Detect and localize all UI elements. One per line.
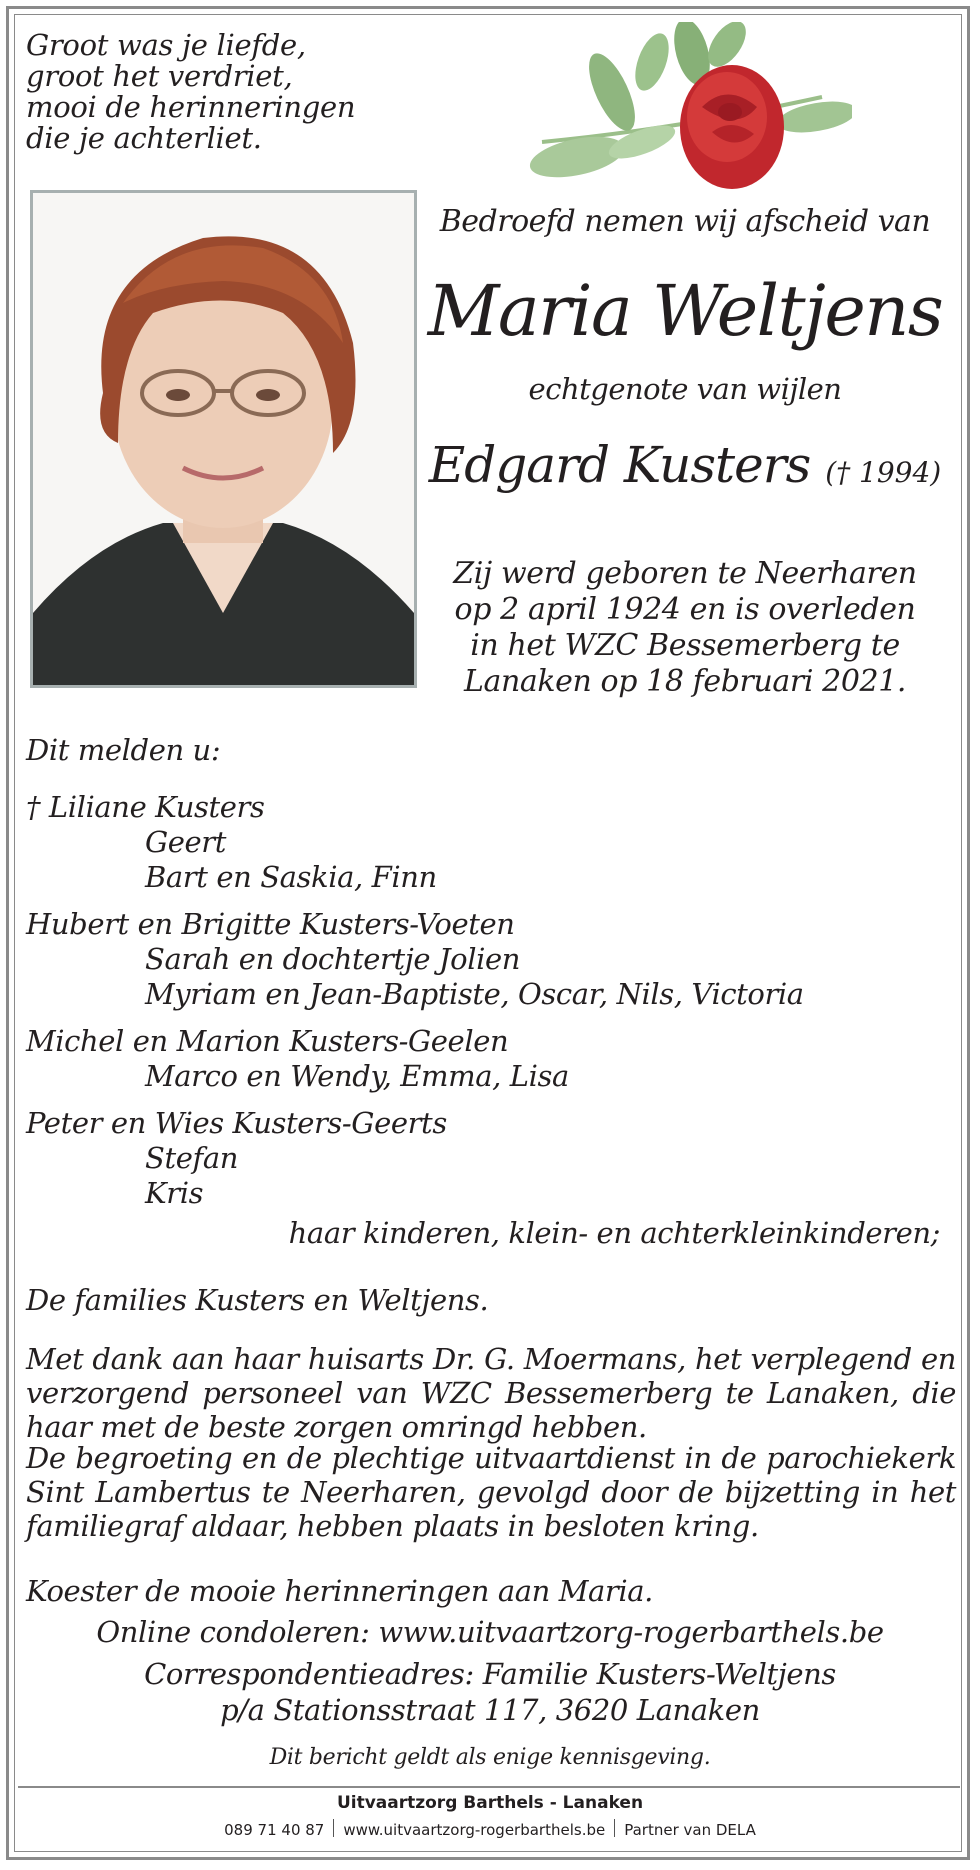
thanks-paragraph: Met dank aan haar huisarts Dr. G. Moermans, het verplegend en verzorgend personeel van WZC Bessemerberg te Lanaken, die haar met de beste zorgen omringd hebben. xyxy=(26,1342,956,1444)
intro-text: Bedroefd nemen wij afscheid van xyxy=(439,204,931,239)
deceased-name: Maria Weltjens xyxy=(427,270,943,352)
family-member: Kris xyxy=(145,1176,204,1210)
family-member: Myriam en Jean-Baptiste, Oscar, Nils, Victoria xyxy=(145,977,804,1011)
footer-contact xyxy=(20,1819,960,1839)
poem-line: Groot was je liefde, xyxy=(26,28,306,62)
portrait-photo xyxy=(30,190,417,688)
spouse-death-year: († 1994) xyxy=(825,456,942,489)
family-head: † Liliane Kusters xyxy=(26,790,265,824)
footer-phone: 089 71 40 87 xyxy=(224,1821,325,1839)
family-group xyxy=(26,1106,956,1211)
ceremony-paragraph: De begroeting en de plechtige uitvaartdienst in de parochiekerk Sint Lambertus te Neerharen, gevolgd door de bijzetting in het familiegraf aldaar, hebben plaats in besloten kring. xyxy=(26,1441,956,1543)
biography xyxy=(420,556,950,700)
spouse-intro: echtgenote van wijlen xyxy=(528,372,842,406)
poem-line: mooi de herinneringen xyxy=(26,90,356,124)
footer-title: Uitvaartzorg Barthels - Lanaken xyxy=(336,1793,644,1813)
footer-separator xyxy=(614,1819,615,1837)
notice-text: Dit bericht geldt als enige kennisgeving. xyxy=(269,1745,711,1770)
correspondence-line-1: Correspondentieadres: Familie Kusters-Weltjens xyxy=(144,1657,836,1691)
family-member: Marco en Wendy, Emma, Lisa xyxy=(145,1059,569,1093)
family-member: Geert xyxy=(145,825,227,859)
family-list xyxy=(26,790,956,1223)
bio-line: Lanaken op 18 februari 2021. xyxy=(463,664,907,699)
footer-separator xyxy=(333,1819,334,1837)
family-group xyxy=(26,790,956,895)
family-head: Michel en Marion Kusters-Geelen xyxy=(26,1024,509,1058)
closing-line: Koester de mooie herinneringen aan Maria. xyxy=(26,1574,653,1608)
family-head: Hubert en Brigitte Kusters-Voeten xyxy=(26,907,515,941)
family-member: Sarah en dochtertje Jolien xyxy=(145,942,520,976)
bio-line: in het WZC Bessemerberg te xyxy=(470,628,900,663)
poem-line: groot het verdriet, xyxy=(26,59,293,93)
poem xyxy=(26,30,355,154)
family-member: Stefan xyxy=(145,1141,238,1175)
footer-divider xyxy=(18,1786,960,1788)
family-intro: Dit melden u: xyxy=(26,733,221,767)
red-rose-icon xyxy=(522,22,852,192)
bio-line: Zij werd geboren te Neerharen xyxy=(453,556,917,591)
footer-website: www.uitvaartzorg-rogerbarthels.be xyxy=(343,1821,606,1839)
online-condolence: Online condoleren: www.uitvaartzorg-rogerbarthels.be xyxy=(96,1615,884,1649)
correspondence-line-2: p/a Stationsstraat 117, 3620 Lanaken xyxy=(220,1693,760,1727)
relation-text: haar kinderen, klein- en achterkleinkinderen; xyxy=(288,1216,940,1250)
family-group xyxy=(26,1024,956,1094)
spouse-name: Edgard Kusters xyxy=(428,436,811,494)
family-group xyxy=(26,907,956,1012)
family-member: Bart en Saskia, Finn xyxy=(145,860,437,894)
families-text: De families Kusters en Weltjens. xyxy=(26,1283,489,1317)
bio-line: op 2 april 1924 en is overleden xyxy=(454,592,916,627)
family-head: Peter en Wies Kusters-Geerts xyxy=(26,1106,447,1140)
footer-partner: Partner van DELA xyxy=(624,1821,756,1839)
poem-line: die je achterliet. xyxy=(26,121,262,155)
spouse-name-line xyxy=(420,436,950,494)
